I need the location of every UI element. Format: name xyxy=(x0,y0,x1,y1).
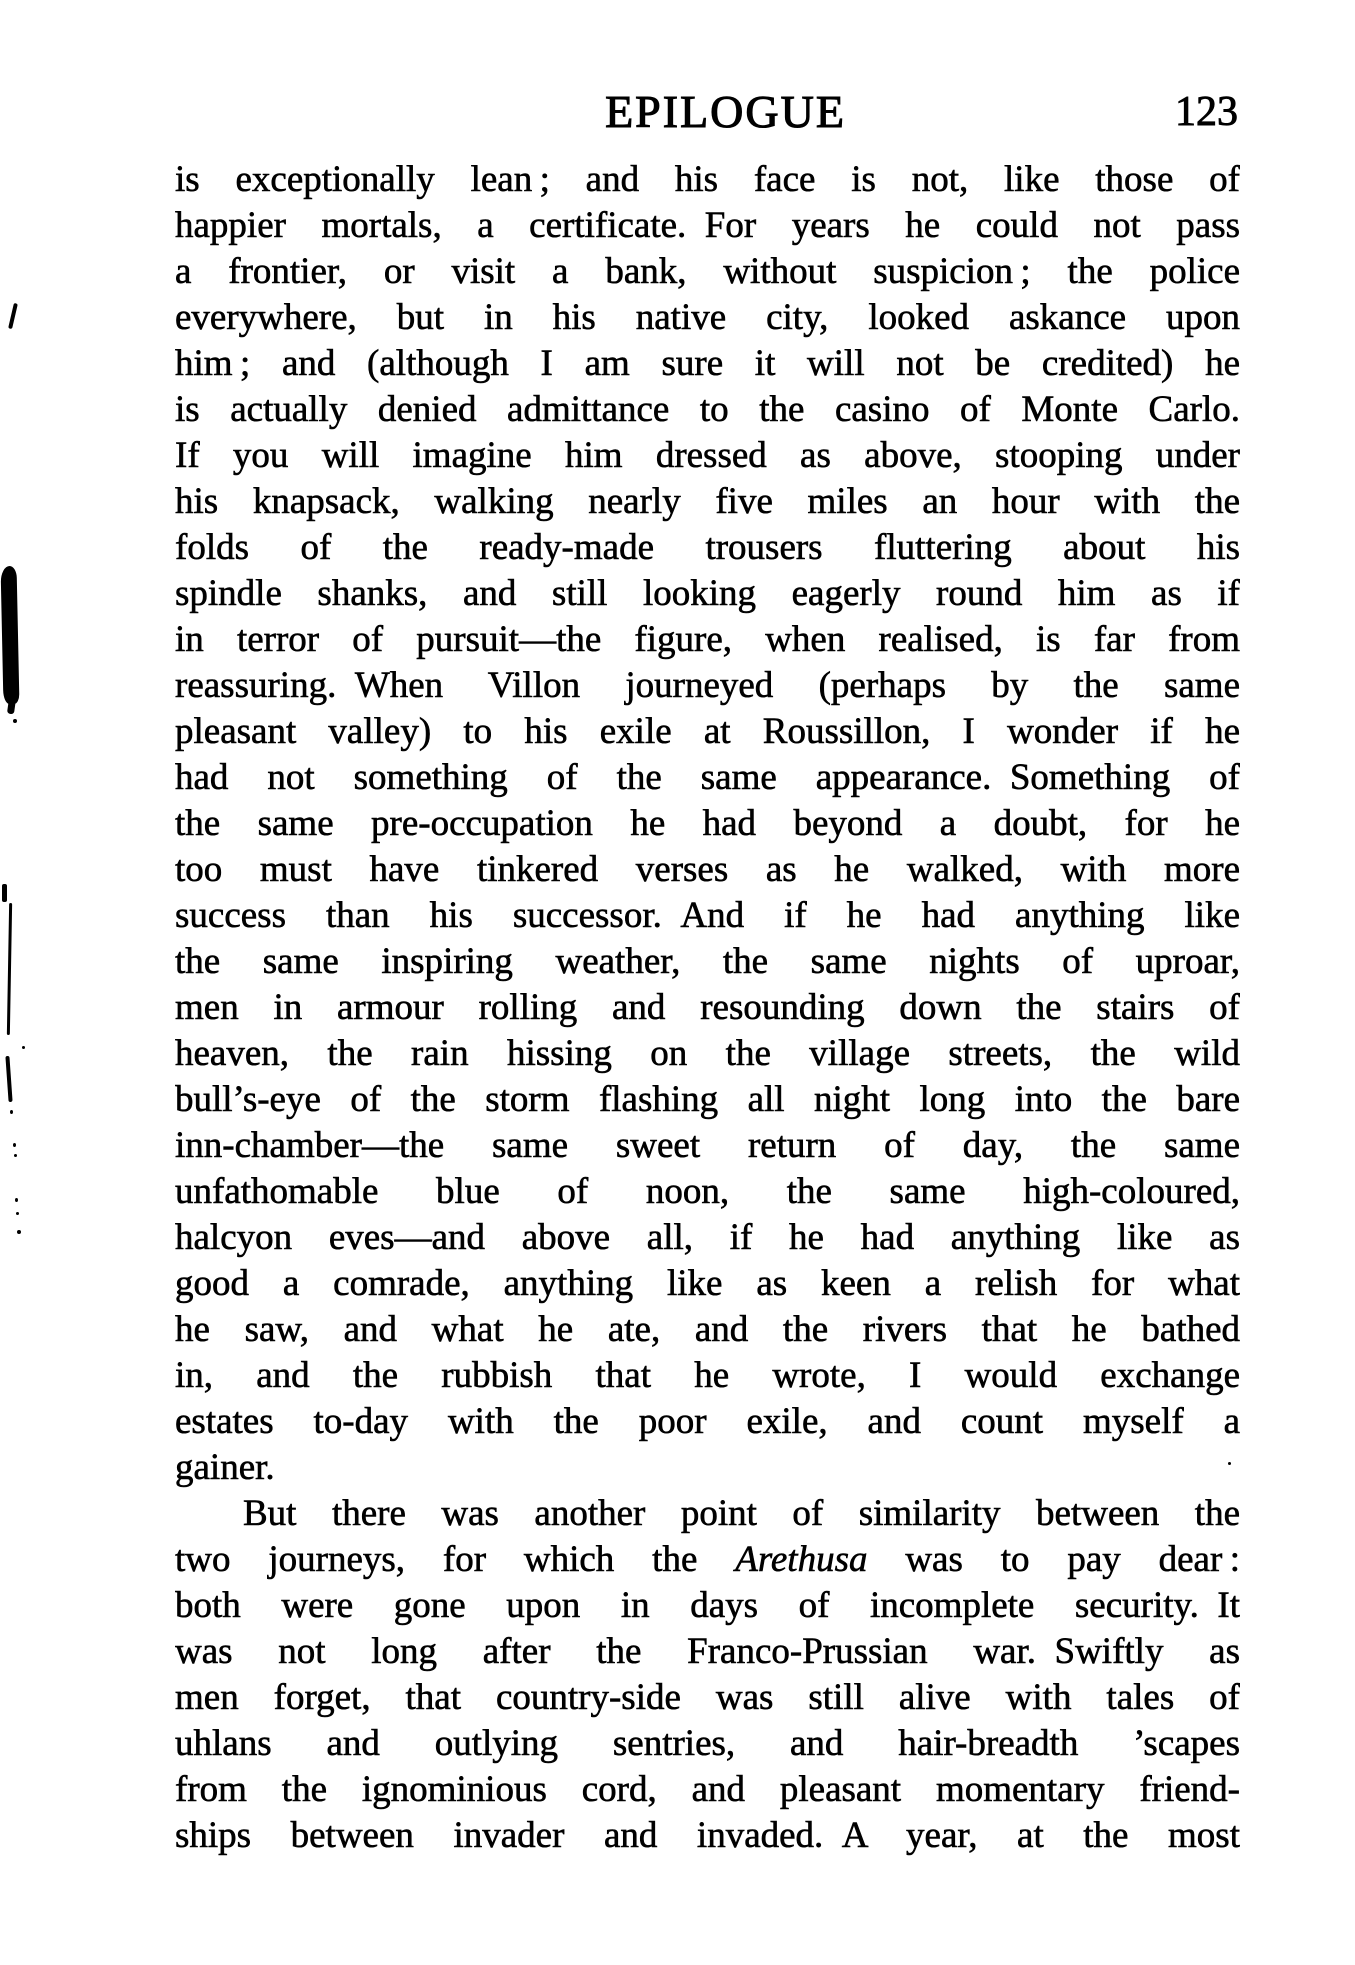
text-line: If you will imagine him dressed as above, stooping under xyxy=(175,435,1240,476)
text-line: heaven, the rain hissing on the village streets, the wild xyxy=(175,1033,1240,1074)
page-header xyxy=(175,86,1240,138)
text-line: But there was another point of similarity between the xyxy=(243,1493,1240,1534)
ink-artifact-slash xyxy=(8,303,18,329)
text-line: too must have tinkered verses as he walked, with more xyxy=(175,849,1240,890)
text-line: reassuring. When Villon journeyed (perhaps by the same xyxy=(175,665,1240,706)
ink-artifact-dot xyxy=(17,1230,21,1234)
text-line: had not something of the same appearance. Something of xyxy=(175,757,1240,798)
ink-artifact-dot xyxy=(15,1198,18,1202)
text-line: him ; and (although I am sure it will not be credited) he xyxy=(175,343,1240,384)
text-line: success than his successor. And if he had anything like xyxy=(175,895,1240,936)
body-text xyxy=(175,157,1240,1859)
text-line: was not long after the Franco-Prussian war. Swiftly as xyxy=(175,1631,1240,1672)
text-line: in terror of pursuit—the figure, when realised, is far from xyxy=(175,619,1240,660)
ink-artifact-dot xyxy=(10,1110,13,1114)
text-line: everywhere, but in his native city, looked askance upon xyxy=(175,297,1240,338)
text-line: bull’s-eye of the storm flashing all night long into the bare xyxy=(175,1079,1240,1120)
ink-artifact-dot xyxy=(22,1046,25,1049)
text-line: he saw, and what he ate, and the rivers that he bathed xyxy=(175,1309,1240,1350)
text-line: a frontier, or visit a bank, without suspicion ; the police xyxy=(175,251,1240,292)
text-line: is exceptionally lean ; and his face is not, like those of xyxy=(175,159,1240,200)
ink-artifact-dot xyxy=(13,719,17,723)
ink-artifact-dot xyxy=(1228,1462,1231,1465)
ink-artifact-mark xyxy=(2,884,7,902)
text-line: halcyon eves—and above all, if he had anything like as xyxy=(175,1217,1240,1258)
text-line: good a comrade, anything like as keen a relish for what xyxy=(175,1263,1240,1304)
text-line: uhlans and outlying sentries, and hair-breadth ’scapes xyxy=(175,1723,1240,1764)
text-line: spindle shanks, and still looking eagerly round him as if xyxy=(175,573,1240,614)
ink-artifact-dot xyxy=(16,1212,19,1215)
text-line: happier mortals, a certificate. For years he could not pass xyxy=(175,205,1240,246)
ink-artifact-line xyxy=(7,903,12,1035)
text-line: the same pre-occupation he had beyond a doubt, for he xyxy=(175,803,1240,844)
text-line: the same inspiring weather, the same nights of uproar, xyxy=(175,941,1240,982)
text-line: in, and the rubbish that he wrote, I would exchange xyxy=(175,1355,1240,1396)
text-line: gainer. xyxy=(175,1447,275,1488)
text-line: ships between invader and invaded. A year, at the most xyxy=(175,1815,1240,1856)
page-number: 123 xyxy=(1175,89,1238,135)
text-line: unfathomable blue of noon, the same high-coloured, xyxy=(175,1171,1240,1212)
ink-artifact-blob xyxy=(1,566,20,704)
ink-artifact-dot xyxy=(14,1154,17,1157)
running-head-title: EPILOGUE xyxy=(605,86,846,137)
ink-artifact-blob-tail xyxy=(7,698,16,715)
text-line: men in armour rolling and resounding down the stairs of xyxy=(175,987,1240,1028)
text-line: is actually denied admittance to the casino of Monte Carlo. xyxy=(175,389,1240,430)
text-line: pleasant valley) to his exile at Roussillon, I wonder if he xyxy=(175,711,1240,752)
text-line: folds of the ready-made trousers fluttering about his xyxy=(175,527,1240,568)
text-line: men forget, that country-side was still alive with tales of xyxy=(175,1677,1240,1718)
ink-artifact-squiggle xyxy=(5,1056,12,1102)
text-line: two journeys, for which the Arethusa was to pay dear : xyxy=(175,1539,1240,1580)
text-line: both were gone upon in days of incomplete security. It xyxy=(175,1585,1240,1626)
ink-artifact-dot xyxy=(13,1143,16,1147)
text-line: estates to-day with the poor exile, and count myself a xyxy=(175,1401,1240,1442)
text-line: inn-chamber—the same sweet return of day, the same xyxy=(175,1125,1240,1166)
text-line: from the ignominious cord, and pleasant momentary friend- xyxy=(175,1769,1240,1810)
text-line: his knapsack, walking nearly five miles an hour with the xyxy=(175,481,1240,522)
